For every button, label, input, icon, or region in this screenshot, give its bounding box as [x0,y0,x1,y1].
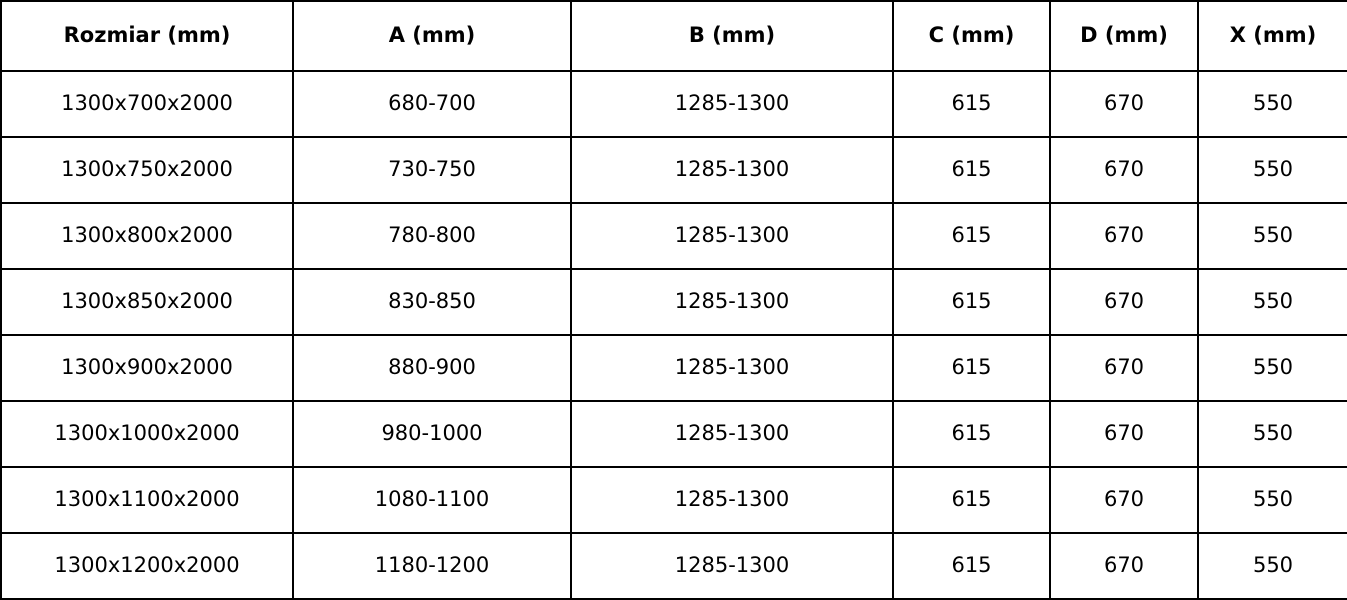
cell-c: 615 [893,71,1050,137]
cell-c: 615 [893,401,1050,467]
table-row [1,467,1347,533]
table-row [1,335,1347,401]
cell-c: 615 [893,203,1050,269]
cell-b: 1285-1300 [571,401,893,467]
cell-x: 550 [1198,137,1347,203]
cell-d: 670 [1050,467,1198,533]
column-header-rozmiar: Rozmiar (mm) [1,1,293,71]
cell-x: 550 [1198,71,1347,137]
table-row [1,137,1347,203]
table-row [1,203,1347,269]
table-row [1,533,1347,599]
cell-b: 1285-1300 [571,335,893,401]
cell-rozmiar: 1300x850x2000 [1,269,293,335]
cell-x: 550 [1198,335,1347,401]
cell-a: 1180-1200 [293,533,571,599]
cell-d: 670 [1050,71,1198,137]
cell-b: 1285-1300 [571,533,893,599]
cell-d: 670 [1050,401,1198,467]
cell-rozmiar: 1300x800x2000 [1,203,293,269]
cell-b: 1285-1300 [571,71,893,137]
cell-c: 615 [893,533,1050,599]
cell-x: 550 [1198,269,1347,335]
cell-d: 670 [1050,137,1198,203]
cell-rozmiar: 1300x1000x2000 [1,401,293,467]
cell-d: 670 [1050,533,1198,599]
cell-rozmiar: 1300x1200x2000 [1,533,293,599]
cell-c: 615 [893,467,1050,533]
cell-c: 615 [893,269,1050,335]
column-header-c: C (mm) [893,1,1050,71]
cell-b: 1285-1300 [571,269,893,335]
cell-rozmiar: 1300x700x2000 [1,71,293,137]
column-header-x: X (mm) [1198,1,1347,71]
cell-x: 550 [1198,533,1347,599]
cell-a: 730-750 [293,137,571,203]
cell-x: 550 [1198,203,1347,269]
column-header-b: B (mm) [571,1,893,71]
cell-x: 550 [1198,467,1347,533]
cell-rozmiar: 1300x1100x2000 [1,467,293,533]
cell-a: 980-1000 [293,401,571,467]
table-body [1,71,1347,599]
cell-b: 1285-1300 [571,203,893,269]
column-header-a: A (mm) [293,1,571,71]
cell-c: 615 [893,137,1050,203]
cell-d: 670 [1050,269,1198,335]
table-header-row [1,1,1347,71]
cell-a: 1080-1100 [293,467,571,533]
table-row [1,269,1347,335]
cell-d: 670 [1050,203,1198,269]
cell-c: 615 [893,335,1050,401]
table-header [1,1,1347,71]
cell-a: 680-700 [293,71,571,137]
cell-a: 780-800 [293,203,571,269]
table-row [1,401,1347,467]
cell-rozmiar: 1300x750x2000 [1,137,293,203]
cell-x: 550 [1198,401,1347,467]
cell-b: 1285-1300 [571,467,893,533]
cell-d: 670 [1050,335,1198,401]
table-row [1,71,1347,137]
cell-a: 830-850 [293,269,571,335]
cell-b: 1285-1300 [571,137,893,203]
column-header-d: D (mm) [1050,1,1198,71]
cell-rozmiar: 1300x900x2000 [1,335,293,401]
cell-a: 880-900 [293,335,571,401]
